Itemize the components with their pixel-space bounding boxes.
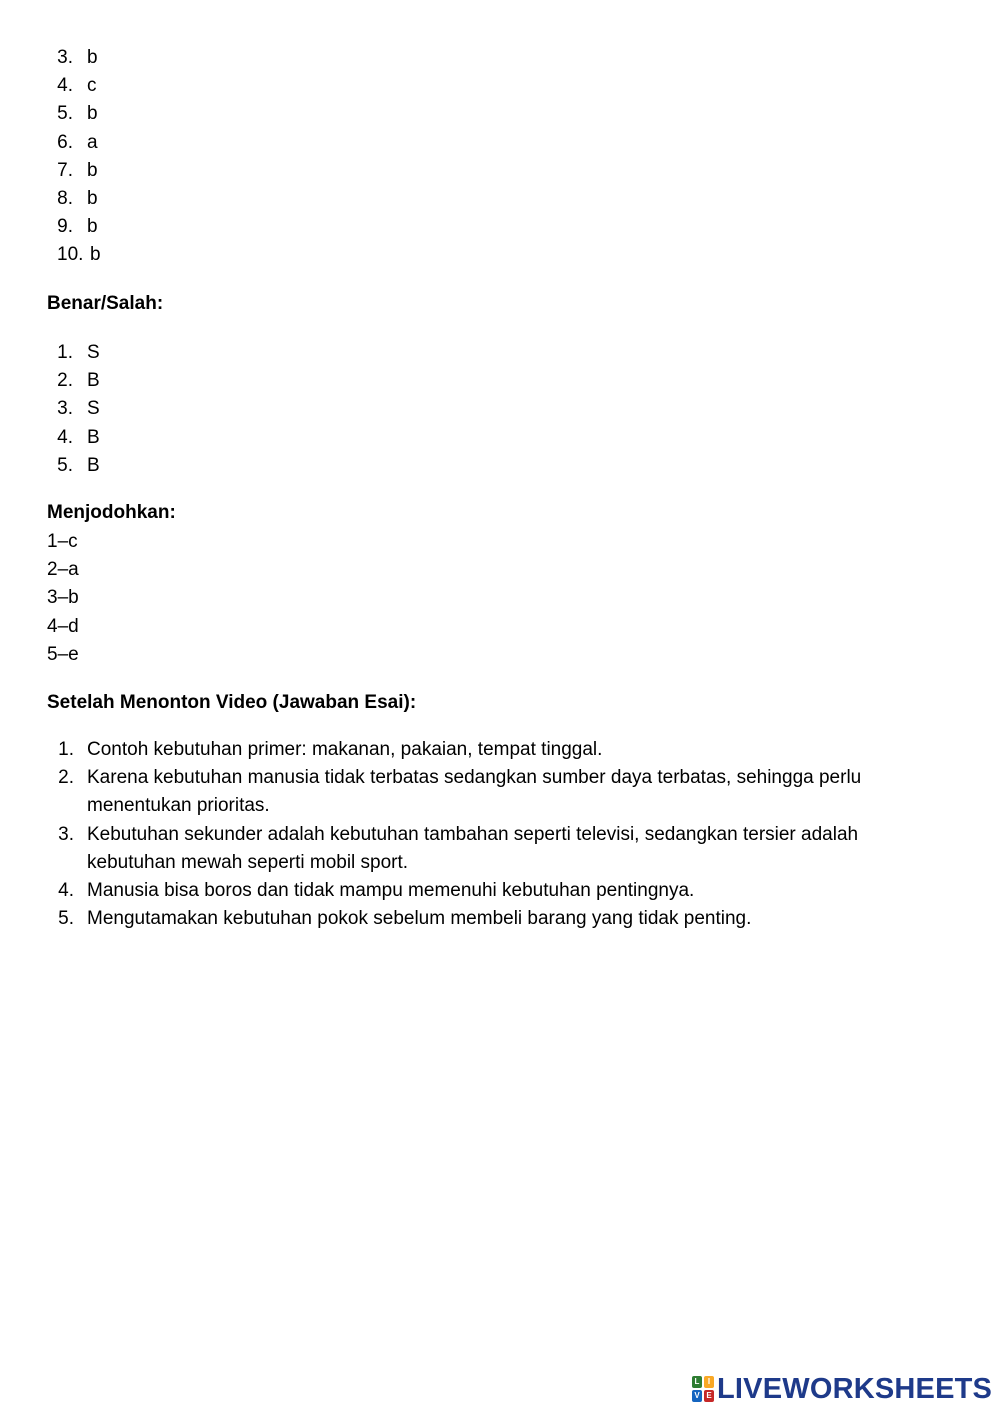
list-item: 5. Mengutamakan kebutuhan pokok sebelum membeli barang yang tidak penting. — [58, 908, 752, 930]
true-false-heading: Benar/Salah: — [47, 293, 164, 314]
essay-answer-list — [47, 736, 927, 933]
list-item: 1–c — [47, 531, 78, 552]
list-item: 4. Manusia bisa boros dan tidak mampu memenuhi kebutuhan pentingnya. — [58, 880, 695, 902]
logo-mark-tile: I — [704, 1376, 714, 1388]
list-item: 3. Kebutuhan sekunder adalah kebutuhan tambahan seperti televisi, sedangkan tersier adalah kebutuhan mewah seperti mobil sport. — [58, 823, 859, 873]
list-item: 1. Contoh kebutuhan primer: makanan, pakaian, tempat tinggal. — [58, 739, 603, 760]
logo-mark-tile: E — [704, 1390, 714, 1402]
essay-heading: Setelah Menonton Video (Jawaban Esai): — [47, 692, 417, 713]
list-item: 2. Karena kebutuhan manusia tidak terbatas sedangkan sumber daya terbatas, sehingga perlu menentukan prioritas. — [58, 767, 862, 817]
list-item: 4–d — [47, 615, 79, 637]
logo-mark-tile: L — [692, 1376, 702, 1388]
matching-list — [47, 528, 79, 669]
list-item: 5–e — [47, 643, 79, 665]
list-item: 2–a — [47, 559, 79, 581]
list-item: 3–b — [47, 587, 79, 609]
liveworksheets-logo — [692, 1372, 992, 1406]
matching-heading: Menjodohkan: — [47, 502, 176, 523]
liveworksheets-logo-icon — [692, 1376, 714, 1402]
logo-mark-tile: V — [692, 1390, 702, 1402]
worksheet-page: 3. b 4. c 5. b 6. a 7. b 8. b 9. b 10. b Benar/Salah: 1. S 2. B 3. S 4. B 5. B Menjodohkan: 1–c 2–a 3–b 4–d 5–e Setelah Menonton Video (Jawaban Esai): 1. Contoh kebutuhan primer: makanan, pakaian, tempat tinggal. 2. Karena kebutuhan manusia tidak terbatas sedangkan sumber daya terbatas, sehingga perlu menentukan prioritas. 3. Kebutuhan sekunder adalah kebutuhan tambahan seperti televisi, sedangkan tersier adalah kebutuhan mewah seperti mobil sport. 4. Manusia bisa boros dan tidak mampu memenuhi kebutuhan pentingnya. 5. Mengutamakan kebutuhan pokok sebelum membeli barang yang tidak penting. L I V E LIVEWORKSHEETS — [47, 47, 993, 1405]
logo-text: LIVEWORKSHEETS — [717, 1373, 993, 1405]
